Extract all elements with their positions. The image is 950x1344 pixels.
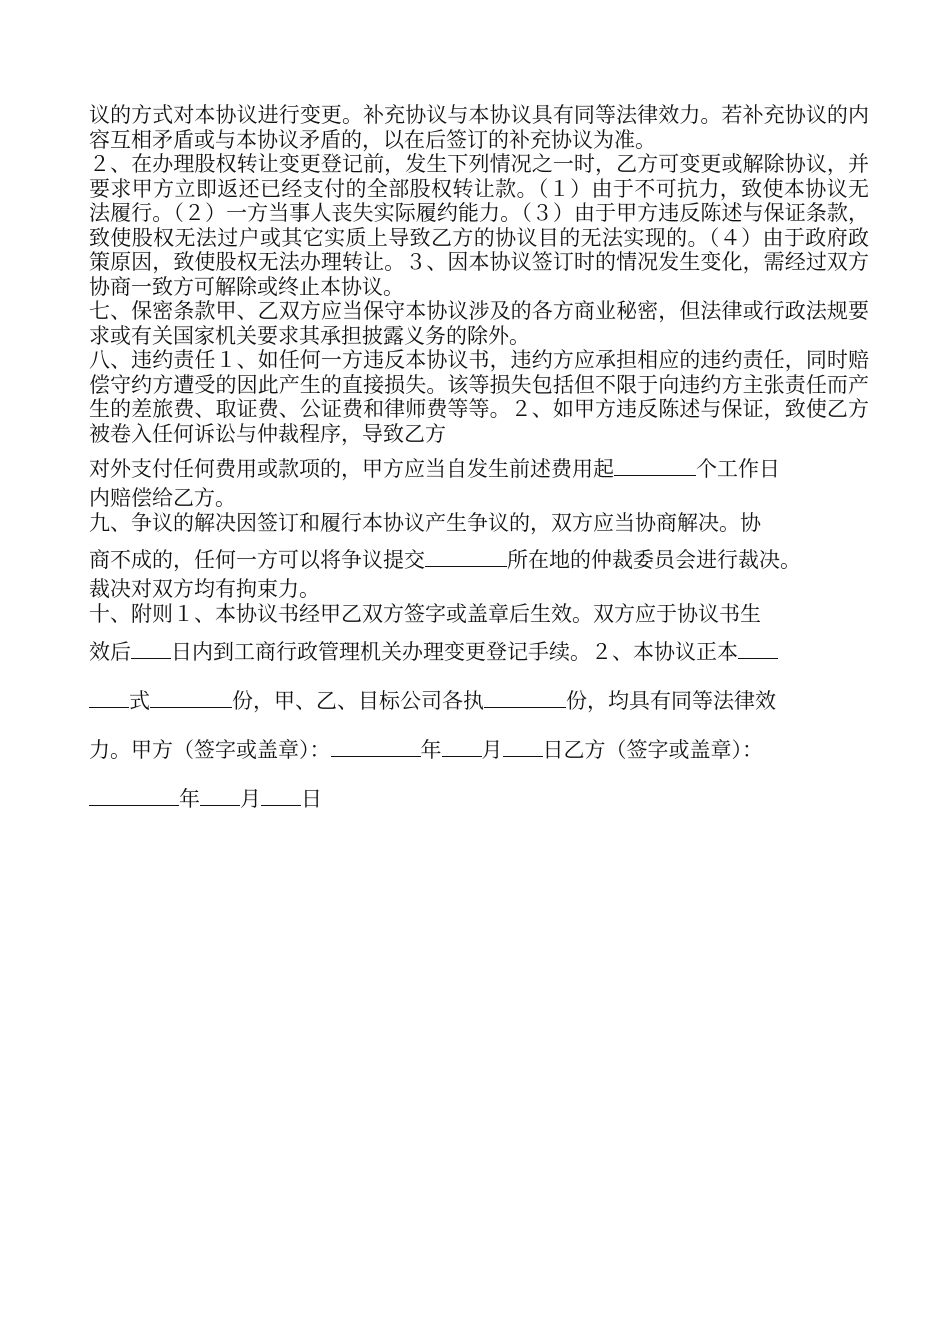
blank-party-a-month[interactable] xyxy=(442,738,482,757)
paragraph-termination: ２、在办理股权转让变更登记前，发生下列情况之一时，乙方可变更或解除协议，并要求甲方立即返还已经支付的全部股权转让款。（１）由于不可抗力，致使本协议无法履行。（２）一方当事人丧失实际履约能力。（３）由于甲方违反陈述与保证条款，致使股权无法过户或其它实质上导致乙方的协议目的无法实现的。（４）由于政府政策原因，致使股权无法办理转让。３、因本协议签订时的情况发生变化，需经过双方协商一致方可解除或终止本协议。 xyxy=(89,152,869,299)
blank-party-b-month[interactable] xyxy=(200,787,240,806)
blank-copies-each[interactable] xyxy=(484,689,566,708)
text-fragment: 日乙方（签字或盖章）： xyxy=(542,738,763,762)
paragraph-dispute-end: 裁决对双方均有拘束力。 xyxy=(89,577,320,601)
text-fragment: 所在地的仲裁委员会进行裁决。 xyxy=(507,548,801,572)
blank-party-b-year[interactable] xyxy=(89,787,179,806)
text-fragment: 份，甲、乙、目标公司各执 xyxy=(232,689,484,713)
blank-originals-1[interactable] xyxy=(738,640,778,659)
text-fragment: 日内到工商行政管理机关办理变更登记手续。２、本协议正本 xyxy=(171,640,738,664)
blank-party-a-year[interactable] xyxy=(331,738,421,757)
text-fragment: 年 xyxy=(420,738,442,762)
blank-days[interactable] xyxy=(131,640,171,659)
paragraph-appendix-cont xyxy=(89,628,869,677)
blank-copies-total[interactable] xyxy=(150,689,232,708)
text-fragment: 年 xyxy=(179,787,200,811)
text-fragment: 月 xyxy=(481,738,503,762)
blank-arbitration-location[interactable] xyxy=(425,548,507,567)
blank-workdays[interactable] xyxy=(614,457,696,476)
tight-section xyxy=(89,103,869,446)
tight-section-2 xyxy=(89,486,869,535)
text-fragment: 份，均具有同等法律效 xyxy=(566,689,776,713)
text-fragment: 商不成的，任何一方可以将争议提交 xyxy=(89,548,425,572)
paragraph-liability-end: 内赔偿给乙方。 xyxy=(89,486,236,510)
document-body xyxy=(89,103,869,824)
loose-section-3 xyxy=(89,628,869,824)
blank-originals-2[interactable] xyxy=(89,689,129,708)
paragraph-dispute-start: 九、争议的解决因签订和履行本协议产生争议的，双方应当协商解决。协 xyxy=(89,510,761,535)
signature-line-party-b xyxy=(89,775,869,824)
text-fragment: 日 xyxy=(301,787,322,811)
blank-party-a-day[interactable] xyxy=(503,738,543,757)
signature-line-party-a xyxy=(89,726,869,775)
tight-section-3 xyxy=(89,577,869,626)
text-fragment: 式 xyxy=(129,689,150,713)
paragraph-appendix-copies xyxy=(89,677,869,726)
text-fragment: 力。甲方（签字或盖章）： xyxy=(89,738,331,762)
text-fragment: 月 xyxy=(240,787,261,811)
text-fragment: 对外支付任何费用或款项的，甲方应当自发生前述费用起 xyxy=(89,457,614,481)
text-fragment: 效后 xyxy=(89,640,131,664)
blank-party-b-day[interactable] xyxy=(261,787,301,806)
text-fragment: 个工作日 xyxy=(696,457,780,481)
paragraph-appendix-start: 十、附则１、本协议书经甲乙双方签字或盖章后生效。双方应于协议书生 xyxy=(89,601,761,626)
paragraph-liability: 八、违约责任１、如任何一方违反本协议书，违约方应承担相应的违约责任，同时赔偿守约方遭受的因此产生的直接损失。该等损失包括但不限于向违约方主张责任而产生的差旅费、取证费、公证费和律师费等等。２、如甲方违反陈述与保证，致使乙方被卷入任何诉讼与仲裁程序，导致乙方 xyxy=(89,348,869,446)
paragraph-confidentiality: 七、保密条款甲、乙双方应当保守本协议涉及的各方商业秘密，但法律或行政法规要求或有关国家机关要求其承担披露义务的除外。 xyxy=(89,299,869,348)
paragraph-supplement: 议的方式对本协议进行变更。补充协议与本协议具有同等法律效力。若补充协议的内容互相矛盾或与本协议矛盾的，以在后签订的补充协议为准。 xyxy=(89,103,869,152)
